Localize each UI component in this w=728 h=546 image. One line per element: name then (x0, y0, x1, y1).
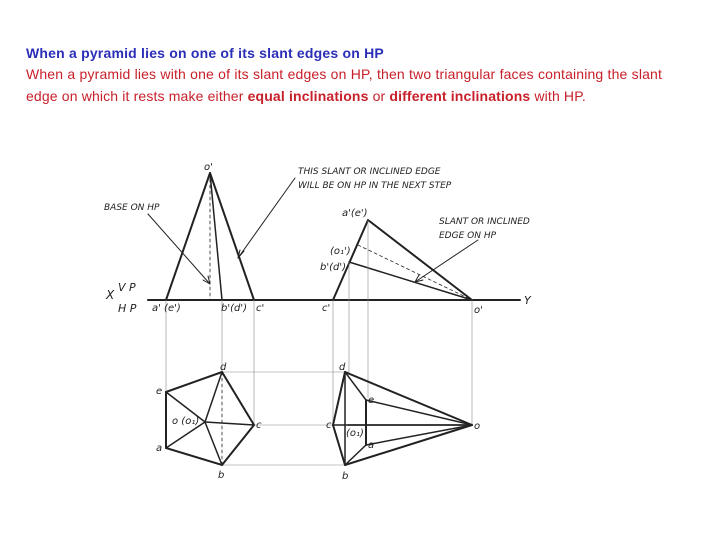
para-part1: When a pyramid lies with one of its slant edges on HP, then two triangular faces containing the slant edge on which it rests make either (26, 66, 662, 104)
leader-slant-right (415, 240, 478, 282)
label-b2: b (342, 471, 349, 482)
tilted-mid-edge (349, 262, 472, 300)
tilted-axis (358, 245, 472, 300)
label-a2: a (368, 440, 375, 451)
label-slant-edge: SLANT OR INCLINED (439, 217, 530, 227)
label-y: Y (524, 294, 531, 307)
label-slant-edge2: EDGE ON HP (439, 231, 497, 241)
label-o-right: o' (474, 305, 483, 316)
different-inclinations: different inclinations (389, 88, 531, 104)
label-x: X (106, 288, 115, 302)
label-o-top: o' (204, 162, 213, 173)
equal-inclinations: equal inclinations (247, 88, 369, 104)
label-e2: e (368, 395, 375, 406)
label-a1: a (156, 443, 163, 454)
heading: When a pyramid lies on one of its slant edges on HP (26, 45, 384, 61)
para-end: with HP. (530, 88, 586, 104)
label-note-slant: THIS SLANT OR INCLINED EDGE (298, 167, 441, 177)
label-o-o1: o (o₁) (172, 416, 200, 427)
label-bd2: b'(d') (320, 262, 346, 273)
front-left-edge (166, 173, 210, 300)
para-middle: or (368, 88, 390, 104)
label-hp: H P (118, 302, 137, 315)
label-c3: c (256, 420, 262, 431)
tilted-base-edge (333, 220, 368, 300)
label-note-slant2: WILL BE ON HP IN THE NEXT STEP (298, 181, 452, 191)
label-d1: d (220, 362, 227, 373)
label-c4: c (326, 420, 332, 431)
leader-slant (238, 178, 295, 258)
label-b1: b (218, 470, 225, 481)
label-ae2: a'(e') (342, 208, 368, 219)
label-vp: V P (118, 281, 136, 294)
label-e1: e (156, 386, 163, 397)
label-ae: a' (e') (152, 303, 181, 314)
label-base-on-hp: BASE ON HP (104, 203, 160, 213)
label-bd: b'(d') (221, 303, 247, 314)
label-o-end: o (474, 421, 481, 432)
leader-base (148, 214, 210, 284)
label-o1b: (o₁) (346, 428, 364, 439)
label-d2: d (339, 362, 346, 373)
label-c1: c' (256, 303, 265, 314)
label-c2: c' (322, 303, 331, 314)
label-o1: (o₁') (330, 246, 351, 257)
rt-dc (333, 372, 345, 425)
